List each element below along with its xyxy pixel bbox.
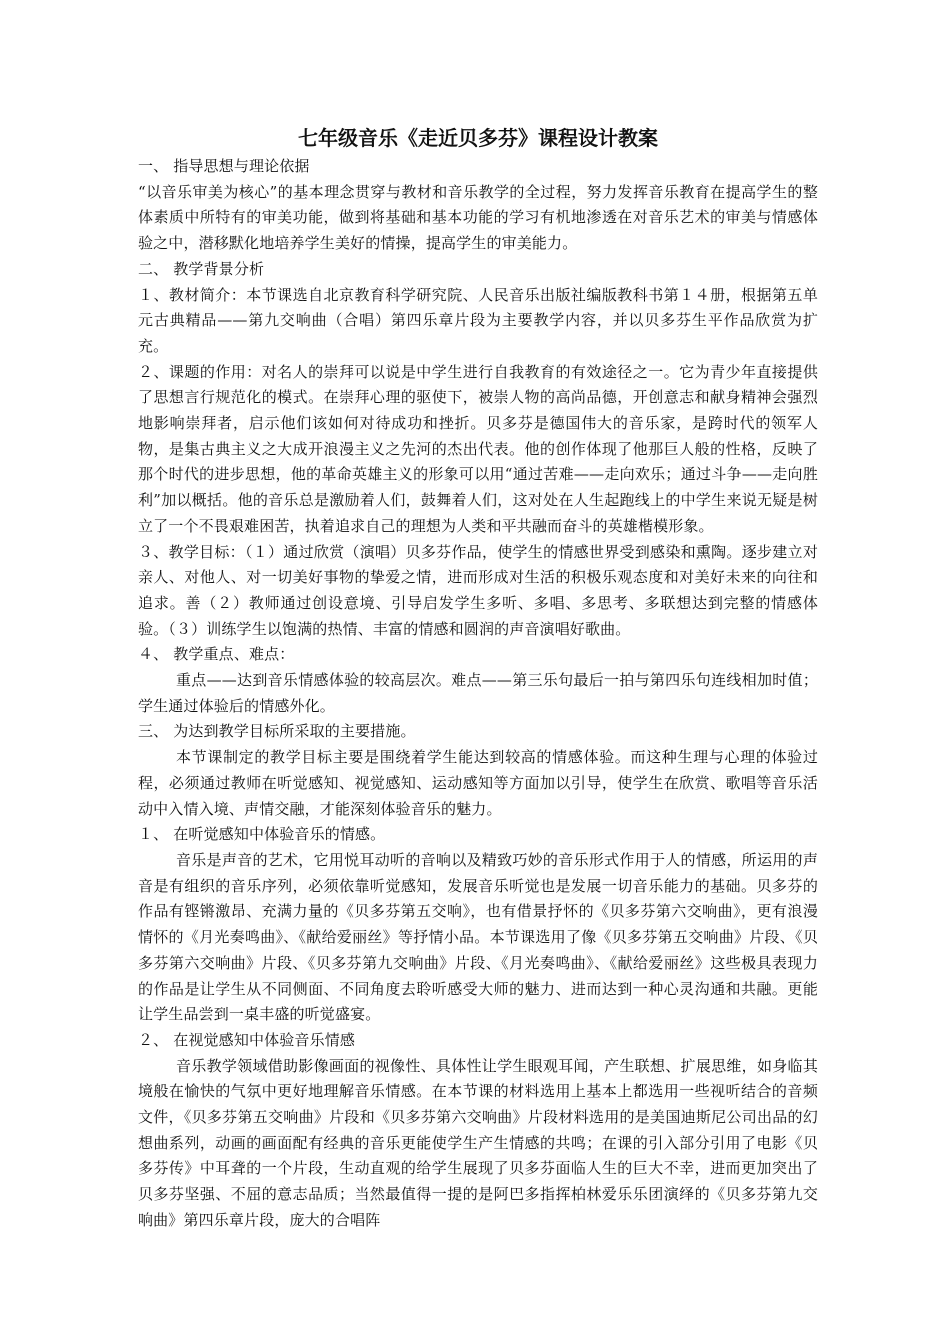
- paragraph: 本节课制定的教学目标主要是围绕着学生能达到较高的情感体验。而这种生理与心理的体验过程，必须通过教师在听觉感知、视觉感知、运动感知等方面加以引导，使学生在欣赏、歌唱等音乐活动中入情入境、声情交融，才能深刻体验音乐的魅力。: [138, 748, 818, 818]
- paragraph: 音乐是声音的艺术，它用悦耳动听的音响以及精致巧妙的音乐形式作用于人的情感，所运用的声音是有组织的音乐序列，必须依靠听觉感知，发展音乐听觉也是发展一切音乐能力的基础。贝多芬的作品有铿锵激昂、充满力量的《贝多芬第五交响》，也有借景抒怀的《贝多芬第六交响曲》，更有浪漫情怀的《月光奏鸣曲》、《献给爱丽丝》等抒情小品。本节课选用了像《贝多芬第五交响曲》片段、《贝多芬第六交响曲》片段、《贝多芬第九交响曲》片段、《月光奏鸣曲》、《献给爱丽丝》这些极具表现力的作品是让学生从不同侧面、不同角度去聆听感受大师的魅力、进而达到一种心灵沟通和共融。更能让学生品尝到一桌丰盛的听觉盛宴。: [138, 850, 818, 1024]
- paragraph: “以音乐审美为核心”的基本理念贯穿与教材和音乐教学的全过程，努力发挥音乐教育在提高学生的整体素质中所特有的审美功能，做到将基础和基本功能的学习有机地渗透在对音乐艺术的审美与情感体验之中，潜移默化地培养学生美好的情操，提高学生的审美能力。: [138, 182, 818, 253]
- paragraph: 三、 为达到教学目标所采取的主要措施。: [138, 722, 416, 741]
- paragraph: 音乐教学领域借助影像画面的视像性、具体性让学生眼观耳闻，产生联想、扩展思维，如身临其境般在愉快的气氛中更好地理解音乐情感。在本节课的材料选用上基本上都选用一些视听结合的音频文件，《贝多芬第五交响曲》片段和《贝多芬第六交响曲》片段材料选用的是美国迪斯尼公司出品的幻想曲系列，动画的画面配有经典的音乐更能使学生产生情感的共鸣；在课的引入部分引用了电影《贝多芬传》中耳聋的一个片段，生动直观的给学生展现了贝多芬面临人生的巨大不幸，进而更加突出了贝多芬坚强、不屈的意志品质；当然最值得一提的是阿巴多指挥柏林爱乐乐团演绎的《贝多芬第九交响曲》第四乐章片段，庞大的合唱阵: [138, 1056, 818, 1229]
- paragraph: ２、 在视觉感知中体验音乐情感: [138, 1030, 356, 1049]
- paragraph: ２、课题的作用：对名人的崇拜可以说是中学生进行自我教育的有效途径之一。它为青少年直接提供了思想言行规范化的模式。在崇拜心理的驱使下，被崇人物的高尚品德，开创意志和献身精神会强烈地影响崇拜者，启示他们该如何对待成功和挫折。贝多芬是德国伟大的音乐家，是跨时代的领军人物，是集古典主义之大成开浪漫主义之先河的杰出代表。他的创作体现了他那巨人般的性格，反映了那个时代的进步思想，他的革命英雄主义的形象可以用“通过苦难——走向欢乐；通过斗争——走向胜利”加以概括。他的音乐总是激励着人们，鼓舞着人们，这对处在人生起跑线上的中学生来说无疑是树立了一个不畏艰难困苦，执着追求自己的理想为人类和平共融而奋斗的英雄楷模形象。: [138, 362, 818, 535]
- paragraph: ３、教学目标：（１）通过欣赏（演唱）贝多芬作品，使学生的情感世界受到感染和熏陶。逐步建立对亲人、对他人、对一切美好事物的挚爱之情，进而形成对生活的积极乐观态度和对美好未来的向往和追求。善（２）教师通过创设意境、引导启发学生多听、多唱、多思考、多联想达到完整的情感体验。（３）训练学生以饱满的热情、丰富的情感和圆润的声音演唱好歌曲。: [138, 542, 818, 638]
- paragraph: 一、 指导思想与理论依据: [138, 157, 310, 175]
- paragraph: １、教材简介：本节课选自北京教育科学研究院、人民音乐出版社编版教科书第１４册，根据第五单元古典精品——第九交响曲（合唱）第四乐章片段为主要教学内容，并以贝多芬生平作品欣赏为扩充。: [138, 285, 818, 355]
- document-body: [138, 122, 818, 1234]
- paragraph: 重点——达到音乐情感体验的较高层次。难点——第三乐句最后一拍与第四乐句连线相加时值；学生通过体验后的情感外化。: [138, 671, 818, 715]
- paragraph-list: [138, 154, 818, 1234]
- paragraph: 二、 教学背景分析: [138, 259, 265, 278]
- paragraph: ４、 教学重点、难点：: [138, 645, 295, 664]
- document-title: 七年级音乐《走近贝多芬》课程设计教案: [298, 126, 658, 150]
- paragraph: １、 在听觉感知中体验音乐的情感。: [138, 825, 386, 844]
